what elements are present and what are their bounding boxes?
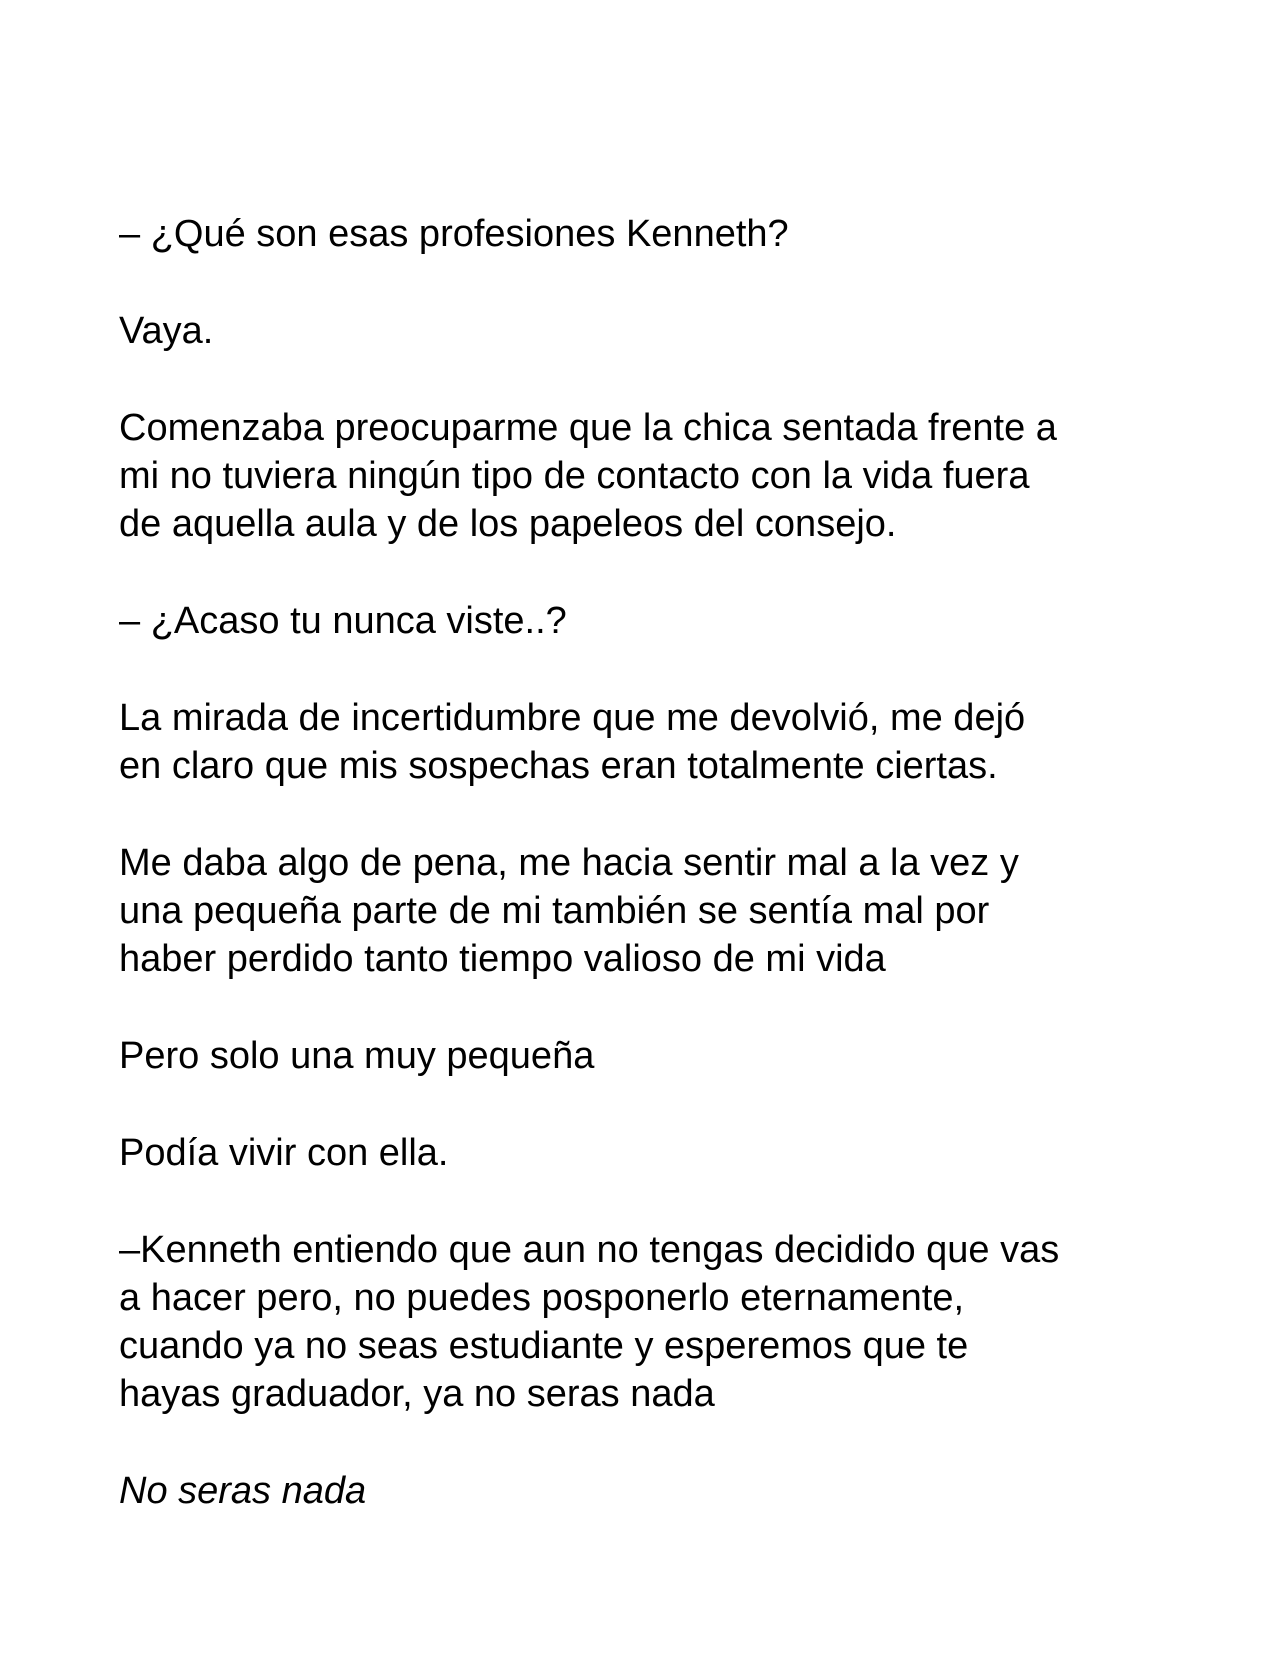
text-line: haber perdido tanto tiempo valioso de mi vida <box>119 938 886 980</box>
text-line: en claro que mis sospechas eran totalmente ciertas. <box>119 745 998 787</box>
text-line: La mirada de incertidumbre que me devolvió, me dejó <box>119 697 1026 739</box>
text-line: una pequeña parte de mi también se sentía mal por <box>119 890 990 932</box>
paragraph-9 <box>119 1226 1179 1418</box>
text-line: Podía vivir con ella. <box>119 1132 449 1174</box>
text-line: No seras nada <box>119 1470 367 1512</box>
paragraph-7 <box>119 1032 1179 1080</box>
paragraph-6 <box>119 839 1179 983</box>
paragraph-10-italic <box>119 1467 1179 1515</box>
text-line: Vaya. <box>119 310 214 352</box>
text-line: – ¿Acaso tu nunca viste..? <box>119 600 567 642</box>
text-line: hayas graduador, ya no seras nada <box>119 1373 715 1415</box>
text-line: Pero solo una muy pequeña <box>119 1035 595 1077</box>
text-line: cuando ya no seas estudiante y esperemos que te <box>119 1325 969 1367</box>
document-body <box>119 210 1179 1564</box>
text-line: de aquella aula y de los papeleos del consejo. <box>119 503 897 545</box>
text-line: a hacer pero, no puedes posponerlo eternamente, <box>119 1277 965 1319</box>
text-line: – ¿Qué son esas profesiones Kenneth? <box>119 213 789 255</box>
text-line: –Kenneth entiendo que aun no tengas decidido que vas <box>119 1229 1060 1271</box>
paragraph-8 <box>119 1129 1179 1177</box>
paragraph-3 <box>119 404 1179 548</box>
paragraph-4 <box>119 597 1179 645</box>
text-line: Me daba algo de pena, me hacia sentir mal a la vez y <box>119 842 1019 884</box>
paragraph-2 <box>119 307 1179 355</box>
text-line: Comenzaba preocuparme que la chica sentada frente a <box>119 407 1057 449</box>
text-line: mi no tuviera ningún tipo de contacto con la vida fuera <box>119 455 1030 497</box>
paragraph-5 <box>119 694 1179 790</box>
paragraph-1 <box>119 210 1179 258</box>
